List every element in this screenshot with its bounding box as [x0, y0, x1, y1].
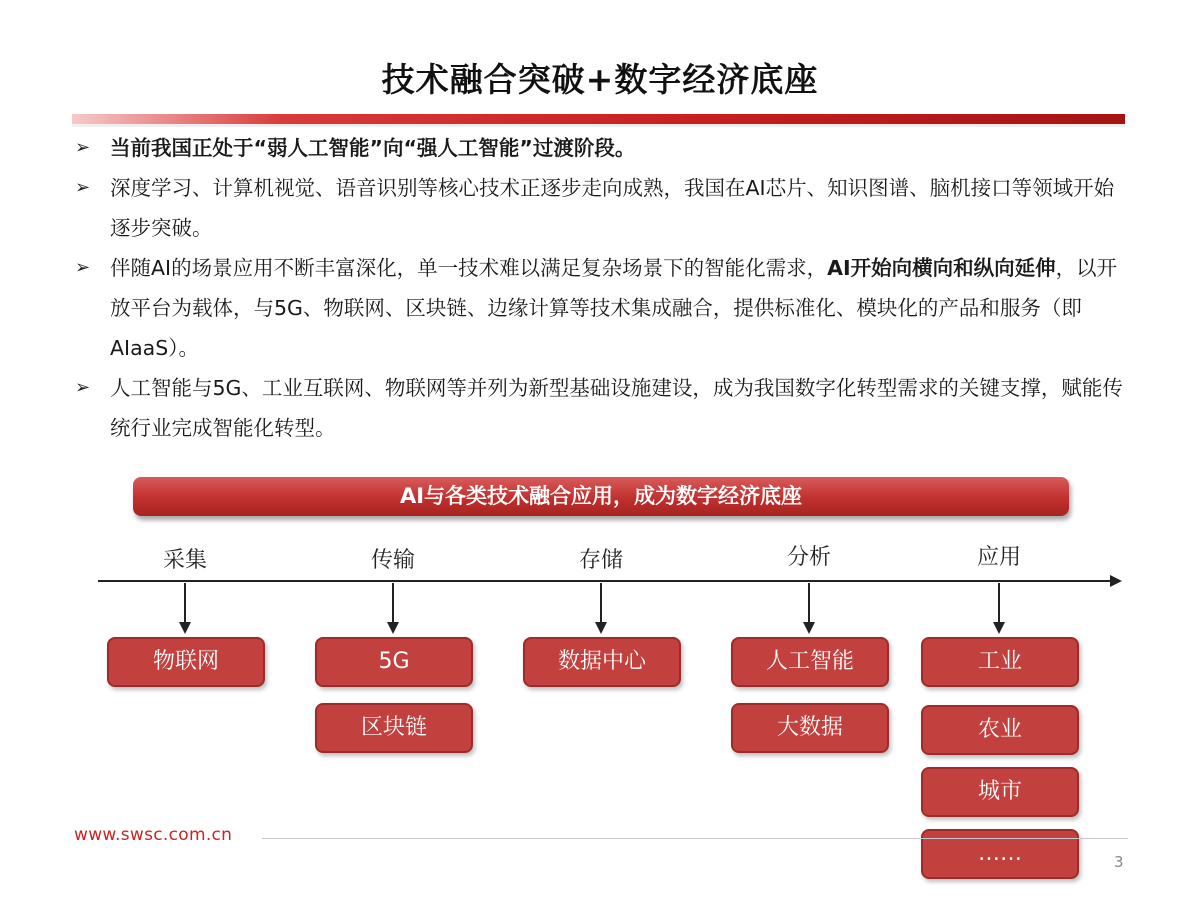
- bullet-arrow-icon: ➢: [75, 177, 91, 198]
- stage-arrowhead: [993, 622, 1005, 634]
- stage-label: 采集: [162, 548, 207, 573]
- stage-box: 数据中心: [523, 637, 681, 687]
- stage-arrowhead: [803, 622, 815, 634]
- bullet-text: 伴随AI的场景应用不断丰富深化，单一技术难以满足复杂场景下的智能化需求，: [110, 256, 828, 280]
- footer-line: [262, 838, 1128, 839]
- timeline-arrowhead: [1110, 575, 1122, 587]
- stage-box: 农业: [921, 705, 1079, 755]
- stage-label: 存储: [578, 548, 623, 573]
- page-title: 技术融合突破+数字经济底座: [381, 60, 819, 99]
- stage-box: 城市: [921, 767, 1079, 817]
- bullet-text: AI开始向横向和纵向延伸: [827, 256, 1056, 280]
- bullet-arrow-icon: ➢: [75, 377, 91, 398]
- bullet-text: 当前我国正处于“弱人工智能”向“强人工智能”过渡阶段。: [110, 136, 636, 160]
- page-number: 3: [1114, 853, 1124, 871]
- bullet-text: ，以开放平台为载体，与5G、物联网、区块链、边缘计算等技术集成融合，提供标准化、模块化的产品和服务（即AIaaS）。: [110, 256, 1118, 360]
- footer-url: www.swsc.com.cn: [74, 825, 233, 845]
- stage-box: 工业: [921, 637, 1079, 687]
- stage-box: 区块链: [315, 703, 473, 753]
- stage-arrowhead: [179, 622, 191, 634]
- banner: AI与各类技术融合应用，成为数字经济底座: [133, 477, 1069, 516]
- stage-label: 传输: [370, 548, 415, 573]
- stage-label: 应用: [976, 545, 1021, 570]
- stage-box: 物联网: [107, 637, 265, 687]
- stage-box: 大数据: [731, 703, 889, 753]
- bullet-arrow-icon: ➢: [75, 257, 91, 278]
- stage-box: ……: [921, 829, 1079, 879]
- stage-label: 分析: [786, 545, 831, 570]
- bullet-text: 人工智能与5G、工业互联网、物联网等并列为新型基础设施建设，成为我国数字化转型需求的关键支撑，赋能传统行业完成智能化转型。: [110, 376, 1123, 440]
- bullet-text: 深度学习、计算机视觉、语音识别等核心技术正逐步走向成熟，我国在AI芯片、知识图谱、脑机接口等领域开始逐步突破。: [110, 176, 1115, 240]
- bullet-arrow-icon: ➢: [75, 137, 91, 158]
- stage-box: 人工智能: [731, 637, 889, 687]
- stage-arrowhead: [595, 622, 607, 634]
- stage-arrowhead: [387, 622, 399, 634]
- stage-box: 5G: [315, 637, 473, 687]
